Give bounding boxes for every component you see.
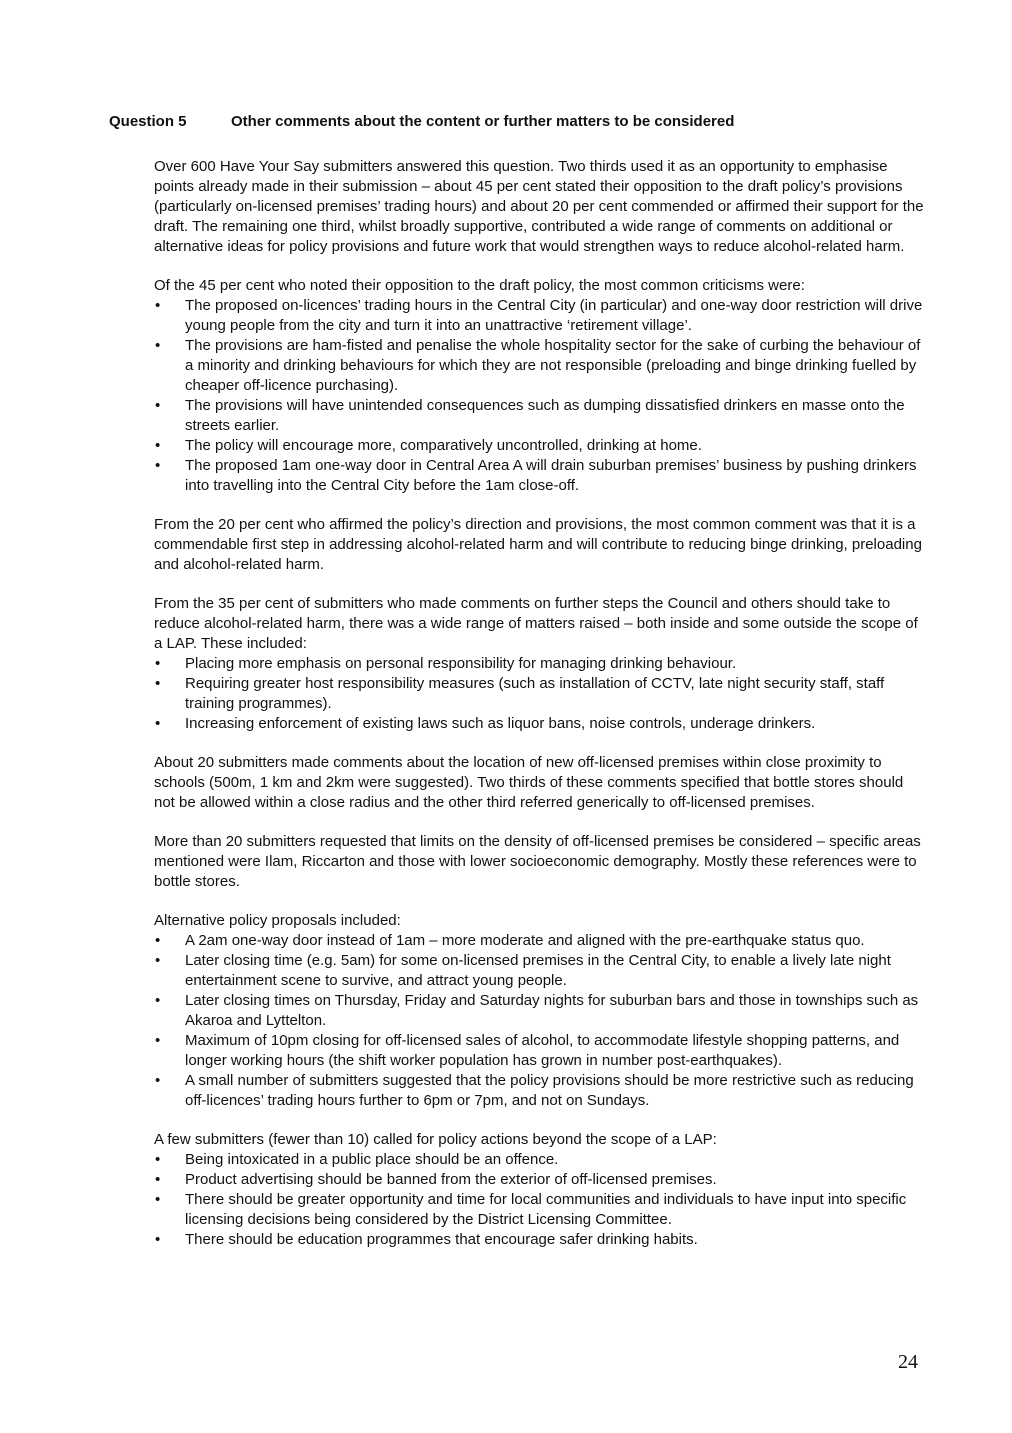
list-item: • The proposed on-licences’ trading hours in the Central City (in particular) and one-way door restriction will drive young people from the city and turn it into an unattractive ‘retirement village’. <box>154 296 924 336</box>
page-number: 24 <box>898 1351 918 1373</box>
question-number: Question 5 <box>109 113 187 130</box>
list-item: • Being intoxicated in a public place should be an offence. <box>154 1150 924 1170</box>
list-item: • Requiring greater host responsibility measures (such as installation of CCTV, late night security staff, staff training programmes). <box>154 674 924 714</box>
list-item: • Later closing times on Thursday, Friday and Saturday nights for suburban bars and those in townships such as Akaroa and Lyttelton. <box>154 991 924 1031</box>
list-item: • The provisions are ham-fisted and penalise the whole hospitality sector for the sake of curbing the behaviour of a minority and drinking behaviours for which they are not responsible (preloading and binge drinking fuelled by cheaper off-licence purchasing). <box>154 336 924 396</box>
paragraph-alternatives-intro: Alternative policy proposals included: <box>154 912 401 929</box>
list-item: • The proposed 1am one-way door in Central Area A will drain suburban premises’ business by pushing drinkers into travelling into the Central City before the 1am close-off. <box>154 456 924 496</box>
paragraph-opposition-intro: Of the 45 per cent who noted their opposition to the draft policy, the most common criticisms were: <box>154 277 805 294</box>
paragraph-overview: Over 600 Have Your Say submitters answered this question. Two thirds used it as an opportunity to emphasise points already made in their submission – about 45 per cent stated their opposition to the draft policy’s provisions (particularly on-licensed premises’ trading hours) and about 20 per cent commended or affirmed their support for the draft. The remaining one third, whilst broadly supportive, contributed a wide range of comments on additional or alternative ideas for policy provisions and future work that would strengthen ways to reduce alcohol-related harm. <box>154 158 924 255</box>
question-title: Other comments about the content or further matters to be considered <box>231 113 735 130</box>
list-item: • Maximum of 10pm closing for off-licensed sales of alcohol, to accommodate lifestyle shopping patterns, and longer working hours (the shift worker population has grown in number post-earthquakes). <box>154 1031 924 1071</box>
list-item: • There should be greater opportunity and time for local communities and individuals to have input into specific licensing decisions being considered by the District Licensing Committee. <box>154 1190 924 1230</box>
list-item: • There should be education programmes that encourage safer drinking habits. <box>154 1230 924 1250</box>
list-item: • Product advertising should be banned from the exterior of off-licensed premises. <box>154 1170 924 1190</box>
further-steps-list <box>154 654 924 734</box>
document-body <box>154 157 924 1269</box>
paragraph-density-limits: More than 20 submitters requested that limits on the density of off-licensed premises be considered – specific areas mentioned were Ilam, Riccarton and those with lower socioeconomic demography. Mostly these references were to bottle stores. <box>154 833 921 890</box>
list-item: • The provisions will have unintended consequences such as dumping dissatisfied drinkers en masse onto the streets earlier. <box>154 396 924 436</box>
question-heading <box>109 113 734 130</box>
list-item: • Later closing time (e.g. 5am) for some on-licensed premises in the Central City, to enable a lively late night entertainment scene to survive, and attract young people. <box>154 951 924 991</box>
list-item: • A 2am one-way door instead of 1am – more moderate and aligned with the pre-earthquake status quo. <box>154 931 924 951</box>
paragraph-schools-proximity: About 20 submitters made comments about the location of new off-licensed premises within close proximity to schools (500m, 1 km and 2km were suggested). Two thirds of these comments specified that bottle stores should not be allowed within a close radius and the other third referred generically to off-licensed premises. <box>154 754 904 811</box>
criticisms-list <box>154 296 924 496</box>
paragraph-support: From the 20 per cent who affirmed the policy’s direction and provisions, the most common comment was that it is a commendable first step in addressing alcohol-related harm and will contribute to reducing binge drinking, preloading and alcohol-related harm. <box>154 516 922 573</box>
list-item: • A small number of submitters suggested that the policy provisions should be more restrictive such as reducing off-licences’ trading hours further to 6pm or 7pm, and not on Sundays. <box>154 1071 924 1111</box>
beyond-scope-list <box>154 1150 924 1250</box>
list-item: • Placing more emphasis on personal responsibility for managing drinking behaviour. <box>154 654 924 674</box>
list-item: • The policy will encourage more, comparatively uncontrolled, drinking at home. <box>154 436 924 456</box>
list-item: • Increasing enforcement of existing laws such as liquor bans, noise controls, underage drinkers. <box>154 714 924 734</box>
paragraph-beyond-scope-intro: A few submitters (fewer than 10) called for policy actions beyond the scope of a LAP: <box>154 1131 717 1148</box>
alternatives-list <box>154 931 924 1111</box>
paragraph-further-steps-intro: From the 35 per cent of submitters who made comments on further steps the Council and others should take to reduce alcohol-related harm, there was a wide range of matters raised – both inside and some outside the scope of a LAP. These included: <box>154 595 918 652</box>
